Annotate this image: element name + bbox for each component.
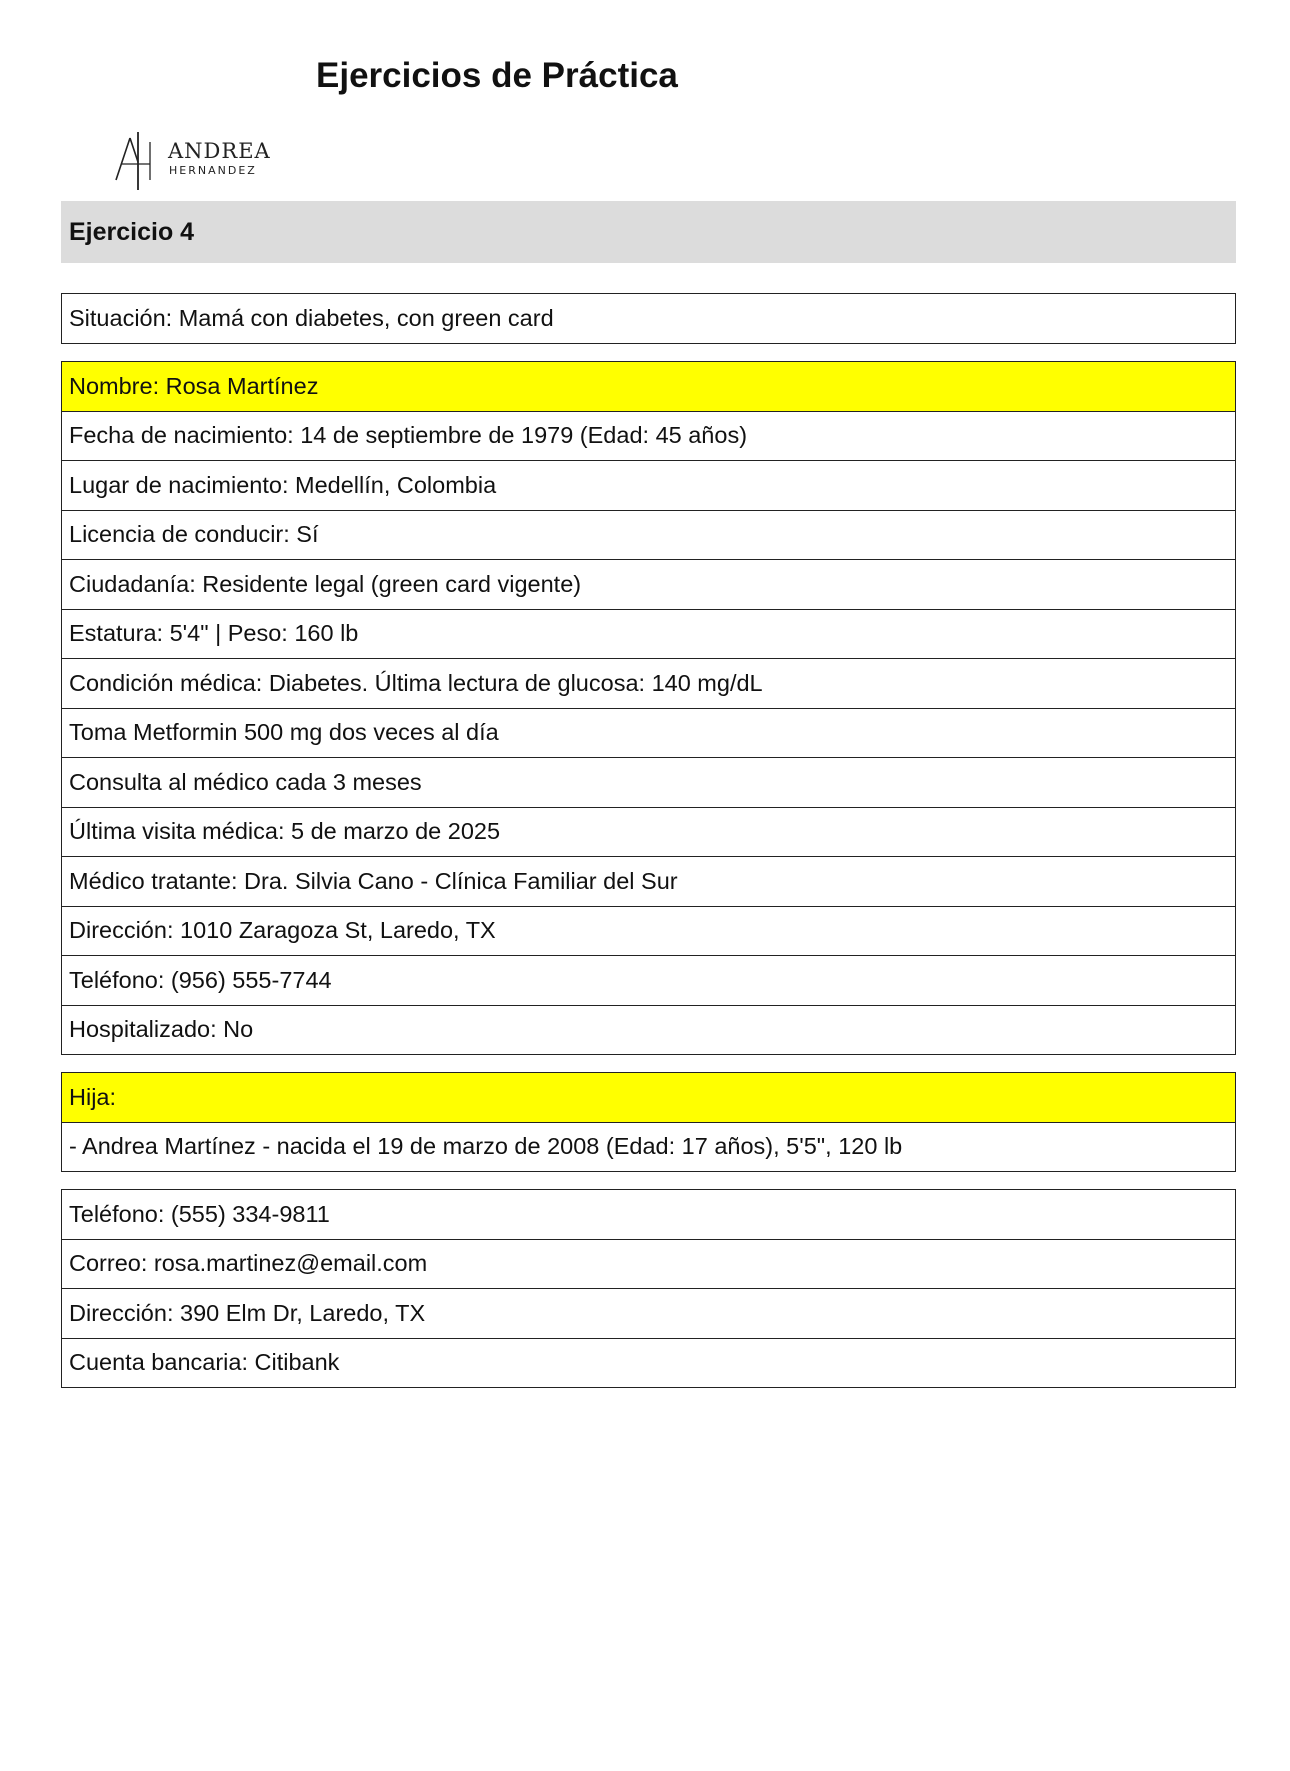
table-row xyxy=(62,461,1236,511)
table-row xyxy=(62,1239,1236,1289)
email-cell: Correo: rosa.martinez@email.com xyxy=(62,1239,1236,1289)
table-row xyxy=(62,857,1236,907)
doctor-cell: Médico tratante: Dra. Silvia Cano - Clínica Familiar del Sur xyxy=(62,857,1236,907)
birthplace-cell: Lugar de nacimiento: Medellín, Colombia xyxy=(62,461,1236,511)
citizenship-cell: Ciudadanía: Residente legal (green card vigente) xyxy=(62,560,1236,610)
section-header: Ejercicio 4 xyxy=(61,201,1236,263)
birthdate-cell: Fecha de nacimiento: 14 de septiembre de 1979 (Edad: 45 años) xyxy=(62,411,1236,461)
table-row xyxy=(62,609,1236,659)
name-cell: Nombre: Rosa Martínez xyxy=(62,362,1236,412)
table-row xyxy=(62,1005,1236,1055)
doctor-phone-cell: Teléfono: (956) 555-7744 xyxy=(62,956,1236,1006)
table-row xyxy=(62,807,1236,857)
last-visit-cell: Última visita médica: 5 de marzo de 2025 xyxy=(62,807,1236,857)
contact-table xyxy=(61,1189,1236,1388)
height-weight-cell: Estatura: 5'4" | Peso: 160 lb xyxy=(62,609,1236,659)
table-row xyxy=(62,1289,1236,1339)
table-row-highlighted xyxy=(62,1073,1236,1123)
medical-condition-cell: Condición médica: Diabetes. Última lectura de glucosa: 140 mg/dL xyxy=(62,659,1236,709)
situation-table xyxy=(61,293,1236,344)
table-row xyxy=(62,1338,1236,1388)
page-title: Ejercicios de Práctica xyxy=(316,56,678,95)
table-row xyxy=(62,758,1236,808)
phone-cell: Teléfono: (555) 334-9811 xyxy=(62,1190,1236,1240)
hospitalized-cell: Hospitalizado: No xyxy=(62,1005,1236,1055)
daughter-info-cell: - Andrea Martínez - nacida el 19 de marzo de 2008 (Edad: 17 años), 5'5", 120 lb xyxy=(62,1122,1236,1172)
daughter-label-cell: Hija: xyxy=(62,1073,1236,1123)
medication-cell: Toma Metformin 500 mg dos veces al día xyxy=(62,708,1236,758)
table-row xyxy=(62,956,1236,1006)
table-row xyxy=(62,906,1236,956)
daughter-table xyxy=(61,1072,1236,1172)
logo-line-1: ANDREA xyxy=(168,139,271,163)
table-row xyxy=(62,560,1236,610)
address-cell: Dirección: 390 Elm Dr, Laredo, TX xyxy=(62,1289,1236,1339)
table-row xyxy=(62,411,1236,461)
doctor-address-cell: Dirección: 1010 Zaragoza St, Laredo, TX xyxy=(62,906,1236,956)
table-row-highlighted xyxy=(62,362,1236,412)
table-row xyxy=(62,1122,1236,1172)
doctor-frequency-cell: Consulta al médico cada 3 meses xyxy=(62,758,1236,808)
situation-cell: Situación: Mamá con diabetes, con green card xyxy=(62,294,1236,344)
table-row xyxy=(62,294,1236,344)
table-row xyxy=(62,659,1236,709)
logo-line-2: HERNANDEZ xyxy=(169,164,257,177)
bank-account-cell: Cuenta bancaria: Citibank xyxy=(62,1338,1236,1388)
table-row xyxy=(62,708,1236,758)
logo xyxy=(114,132,274,192)
license-cell: Licencia de conducir: Sí xyxy=(62,510,1236,560)
table-row xyxy=(62,1190,1236,1240)
ah-monogram-icon xyxy=(114,132,158,190)
profile-table xyxy=(61,361,1236,1055)
table-row xyxy=(62,510,1236,560)
